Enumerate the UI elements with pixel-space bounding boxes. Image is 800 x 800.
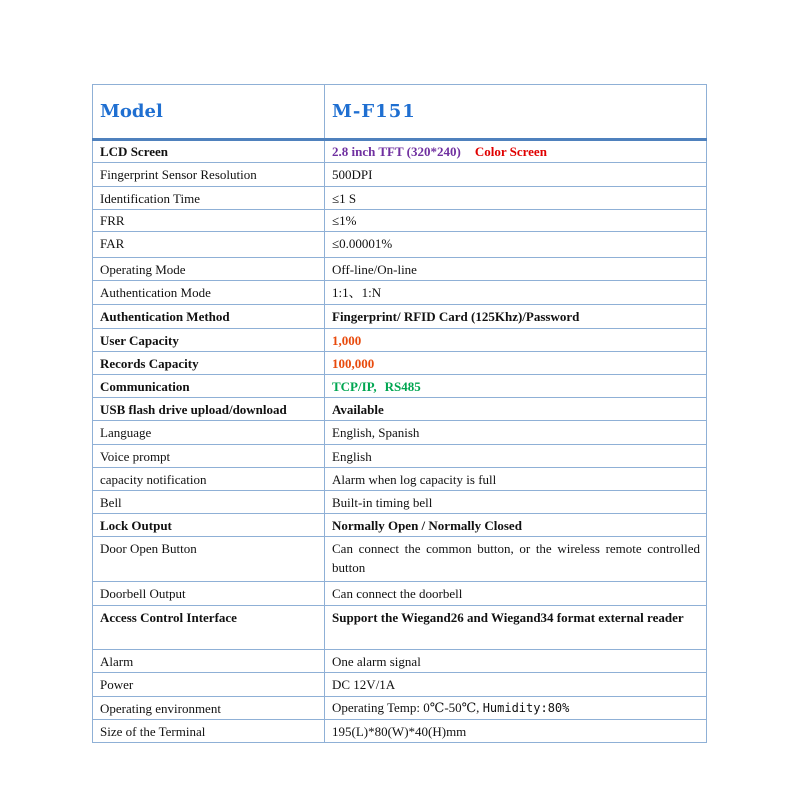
- table-row: [93, 329, 707, 352]
- table-row: [93, 468, 707, 491]
- spec-value: ≤1 S: [325, 187, 707, 210]
- table-row: [93, 445, 707, 468]
- spec-value: Normally Open / Normally Closed: [325, 514, 707, 537]
- spec-label: Records Capacity: [93, 352, 325, 375]
- table-row: [93, 606, 707, 650]
- spec-label: Voice prompt: [93, 445, 325, 468]
- spec-value: [325, 697, 707, 720]
- spec-label: Identification Time: [93, 187, 325, 210]
- lcd-screen-value: 2.8 inch TFT (320*240): [332, 144, 461, 159]
- table-row: [93, 305, 707, 329]
- spec-value: Fingerprint/ RFID Card (125Khz)/Password: [325, 305, 707, 329]
- table-row: [93, 697, 707, 720]
- communication-value: TCP/IP,: [332, 378, 377, 394]
- table-row: [93, 582, 707, 606]
- spec-value: 195(L)*80(W)*40(H)mm: [325, 720, 707, 743]
- spec-label: Power: [93, 673, 325, 697]
- spec-label: capacity notification: [93, 468, 325, 491]
- spec-value: Off-line/On-line: [325, 258, 707, 281]
- spec-label: Operating environment: [93, 697, 325, 720]
- spec-value: English, Spanish: [325, 421, 707, 445]
- spec-label: Size of the Terminal: [93, 720, 325, 743]
- table-row: [93, 163, 707, 187]
- spec-value: 500DPI: [325, 163, 707, 187]
- spec-label: Authentication Mode: [93, 281, 325, 305]
- spec-value: Support the Wiegand26 and Wiegand34 format external reader: [325, 606, 707, 650]
- spec-label: FAR: [93, 232, 325, 258]
- table-row: [93, 673, 707, 697]
- spec-value: 100,000: [325, 352, 707, 375]
- model-value: M-F151: [325, 85, 707, 140]
- spec-label: Door Open Button: [93, 537, 325, 582]
- spec-value: DC 12V/1A: [325, 673, 707, 697]
- spec-value: 1:1、1:N: [325, 281, 707, 305]
- table-row: [93, 140, 707, 163]
- table-row: [93, 398, 707, 421]
- spec-value: Available: [325, 398, 707, 421]
- spec-value: One alarm signal: [325, 650, 707, 673]
- model-header-row: [93, 85, 707, 140]
- model-label: Model: [93, 85, 325, 140]
- spec-label: Operating Mode: [93, 258, 325, 281]
- spec-label: LCD Screen: [93, 140, 325, 163]
- operating-temp-value: Operating Temp: 0℃-50℃,: [332, 700, 480, 715]
- spec-table: [92, 84, 707, 743]
- spec-value: [325, 375, 707, 398]
- spec-value: Built-in timing bell: [325, 491, 707, 514]
- spec-value: ≤1%: [325, 210, 707, 232]
- spec-label: Doorbell Output: [93, 582, 325, 606]
- spec-value: English: [325, 445, 707, 468]
- table-row: [93, 537, 707, 582]
- spec-value: [325, 140, 707, 163]
- table-row: [93, 720, 707, 743]
- table-row: [93, 375, 707, 398]
- spec-label: USB flash drive upload/download: [93, 398, 325, 421]
- spec-value: Can connect the doorbell: [325, 582, 707, 606]
- spec-label: Communication: [93, 375, 325, 398]
- table-row: [93, 187, 707, 210]
- spec-value: Alarm when log capacity is full: [325, 468, 707, 491]
- spec-label: Access Control Interface: [93, 606, 325, 650]
- spec-label: User Capacity: [93, 329, 325, 352]
- humidity-value: Humidity:80%: [482, 701, 570, 715]
- spec-label: Language: [93, 421, 325, 445]
- spec-value: 1,000: [325, 329, 707, 352]
- color-screen-value: Color Screen: [474, 144, 547, 159]
- table-row: [93, 421, 707, 445]
- table-row: [93, 650, 707, 673]
- spec-value: Can connect the common button, or the wireless remote controlled button: [325, 537, 707, 582]
- spec-label: Alarm: [93, 650, 325, 673]
- communication-value-2: RS485: [384, 378, 421, 394]
- table-row: [93, 491, 707, 514]
- table-row: [93, 514, 707, 537]
- table-row: [93, 352, 707, 375]
- spec-label: Authentication Method: [93, 305, 325, 329]
- table-row: [93, 232, 707, 258]
- spec-label: Lock Output: [93, 514, 325, 537]
- spec-label: Bell: [93, 491, 325, 514]
- table-row: [93, 281, 707, 305]
- table-row: [93, 210, 707, 232]
- spec-label: FRR: [93, 210, 325, 232]
- spec-label: Fingerprint Sensor Resolution: [93, 163, 325, 187]
- table-row: [93, 258, 707, 281]
- spec-value: ≤0.00001%: [325, 232, 707, 258]
